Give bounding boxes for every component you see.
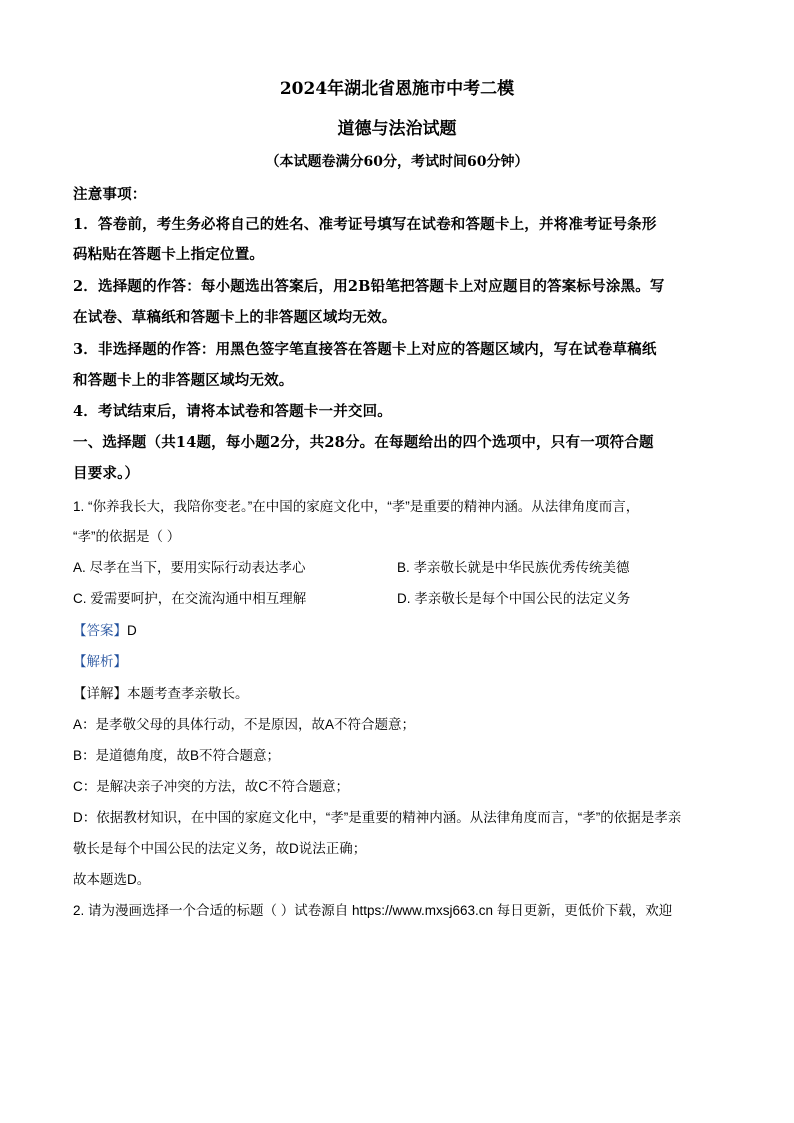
notice-item-2b: 在试卷、草稿纸和答题卡上的非答题区域均无效。: [73, 309, 397, 326]
q1-option-d: D. 孝亲敬长是每个中国公民的法定义务: [397, 591, 631, 606]
q1-explanation-c: C：是解决亲子冲突的方法，故C不符合题意；: [73, 779, 349, 794]
q1-detail-line: [73, 682, 249, 702]
q1-option-b: B. 孝亲敬长就是中华民族优秀传统美德: [397, 560, 630, 575]
q1-analysis-line: [73, 650, 127, 670]
exam-info: （本试题卷满分60分，考试时间60分钟）: [265, 154, 529, 170]
detail-intro: 本题考查孝亲敬长。: [127, 686, 249, 701]
q1-stem-line2: “孝”的依据是（ ）: [73, 529, 181, 544]
detail-tag: 【详解】: [73, 686, 127, 701]
q2-stem: 2. 请为漫画选择一个合适的标题（ ）试卷源自 https://www.mxsj663.cn 每日更新，更低价下载，欢迎: [73, 903, 673, 918]
section-heading-line1: 一、选择题（共14题，每小题2分，共28分。在每题给出的四个选项中，只有一项符合题: [73, 434, 654, 451]
analysis-tag: 【解析】: [73, 654, 127, 669]
q1-answer-line: [73, 619, 137, 639]
notice-item-1a: 1．答卷前，考生务必将自己的姓名、准考证号填写在试卷和答题卡上，并将准考证号条形: [73, 216, 657, 233]
notice-item-3a: 3．非选择题的作答：用黑色签字笔直接答在答题卡上对应的答题区域内，写在试卷草稿纸: [73, 341, 657, 358]
q1-conclusion: 故本题选D。: [73, 872, 151, 887]
q1-option-a: A. 尽孝在当下，要用实际行动表达孝心: [73, 560, 306, 575]
q1-explanation-d1: D：依据教材知识，在中国的家庭文化中，“孝”是重要的精神内涵。从法律角度而言，“孝”的依据是孝亲: [73, 810, 682, 825]
q1-option-c: C. 爱需要呵护，在交流沟通中相互理解: [73, 591, 307, 606]
q1-explanation-d2: 敬长是每个中国公民的法定义务，故D说法正确；: [73, 841, 367, 856]
q1-explanation-b: B：是道德角度，故B不符合题意；: [73, 748, 281, 763]
subject-title: 道德与法治试题: [337, 119, 457, 139]
notice-heading: 注意事项：: [73, 186, 147, 203]
q1-stem-line1: 1. “你养我长大，我陪你变老。”在中国的家庭文化中，“孝”是重要的精神内涵。从法律角度而言，: [73, 499, 640, 514]
answer-value: D: [127, 623, 137, 638]
notice-item-1b: 码粘贴在答题卡上指定位置。: [73, 246, 265, 263]
exam-title: 2024年湖北省恩施市中考二模: [279, 79, 515, 99]
notice-item-2a: 2．选择题的作答：每小题选出答案后，用2B铅笔把答题卡上对应题目的答案标号涂黑。写: [73, 278, 665, 295]
notice-item-3b: 和答题卡上的非答题区域均无效。: [73, 372, 294, 389]
section-heading-line2: 目要求。）: [73, 465, 140, 482]
q1-explanation-a: A：是孝敬父母的具体行动，不是原因，故A不符合题意；: [73, 717, 416, 732]
answer-tag: 【答案】: [73, 623, 127, 638]
notice-item-4: 4．考试结束后，请将本试卷和答题卡一并交回。: [73, 403, 392, 420]
